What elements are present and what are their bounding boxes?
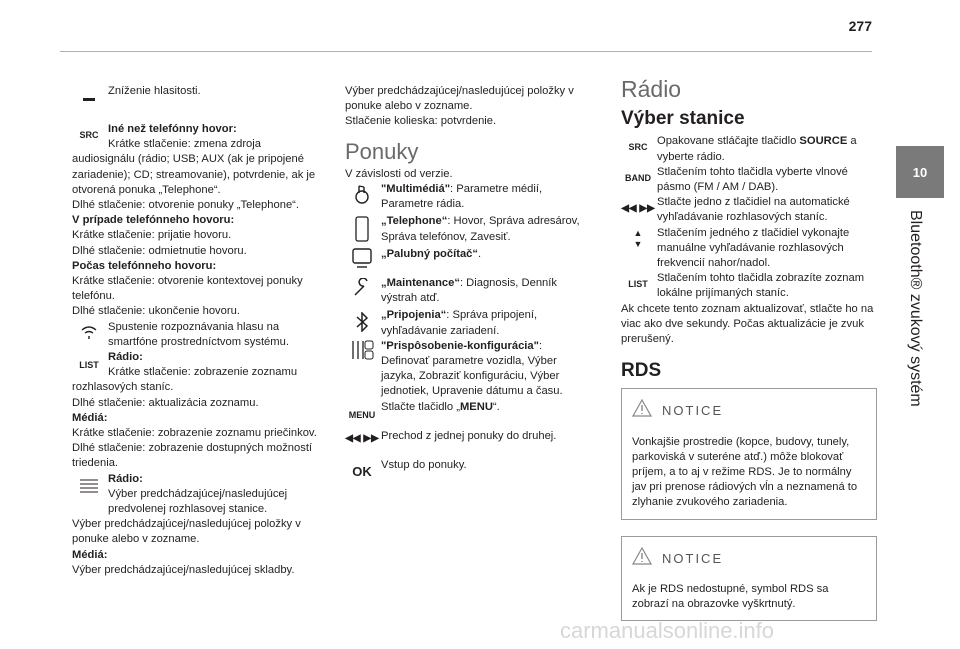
column-1: Zníženie hlasitosti. SRC Iné než telefónny hovor: Krátke stlačenie: zmena zdroja audiosignálu (rádio; USB; AUX (ak je pripojené zariadenie); CD; streamovanie), potvrdenie, ak je otvorená ponuka „Telephone“. Dlhé stlačenie: otvorenie ponuky „Telephone“. V prípade telefónneho hovoru: Krátke stlačenie: prijatie hovoru. Dlhé stlačenie: odmietnutie hovoru. Počas telefónneho hovoru: Krátke stlačenie: otvorenie kontextovej ponuky telefónu. Dlhé stlačenie: ukončenie hovoru. Spustenie rozpoznávania hlasu na smartfóne prostredníctvom systému. LIST Rádio: Krátke stlačenie: zobrazenie zoznamu rozhlasových staníc. Dlhé stlačenie: aktualizácia zoznamu. Médiá: Krátke stlačenie: zobrazenie zoznamu priečinkov. Dlhé stlačenie: zobrazenie dostupných možností triedenia. Rádio: Výber predchádzajúcej/nasledujúcej predvolenej rozhlasovej stanice. Výber predchádzajúcej/nasledujúcej položky v ponuke alebo v zozname. Médiá: Výber predchádzajúcej/nasledujúcej skladby. (72, 85, 317, 576)
radio-heading: Rádio (621, 76, 682, 102)
notice-title: NOTICE (662, 550, 724, 566)
volume-down-icon (72, 92, 106, 107)
notice-box-1: NOTICE Vonkajšie prostredie (kopce, budovy, tunely, parkoviská v suteréne atď.) môže blokovať príjem, a to aj v režime RDS. Je to normálny jav pri prenose rádiových vĺn a neznamená to zlyhanie zvukového zariadenia. (621, 388, 877, 519)
warning-icon (632, 399, 652, 422)
warning-icon (632, 547, 652, 570)
menu-button-icon: MENU (348, 409, 376, 420)
src-button-icon: SRC (628, 142, 648, 153)
chapter-title: Bluetooth® zvukový systém (907, 210, 924, 407)
voice-recognition-icon (72, 324, 106, 345)
notice-box-2: NOTICE Ak je RDS nedostupné, symbol RDS sa zobrazí na obrazovke vyškrtnutý. (621, 536, 877, 622)
menus-heading: Ponuky (345, 138, 419, 164)
multimedia-icon (345, 184, 379, 211)
list-button-icon: LIST (628, 279, 648, 290)
up-down-arrows-icon: ▲ ▼ (633, 227, 643, 249)
notice-title: NOTICE (662, 403, 724, 419)
volume-down-text: Zníženie hlasitosti. (108, 85, 201, 97)
seek-arrows-icon: ◀◀ ▶▶ (621, 203, 655, 215)
column-2: Výber predchádzajúcej/nasledujúcej položky v ponuke alebo v zozname. Stlačenie kolieska: potvrdenie. Ponuky V závislosti od verzie. "Multimédiá": Parametre médií, Parametre rádia. „Telephone“: Hovor, Správa adresárov, Správa telefónov, Zavesiť. „Palubný počítač“. „Maintenance“: Diagnosis, Denník výstrah atď. „Pripojenia“: Správa pripojení, vyhľadávanie zariadení. "Prispôsobenie-konfigurácia": Definovať parametre vozidla, Výber jazyka, Zobraziť konfiguráciu, Výber jednotiek, Upravenie dátumu a času. MENU Stlačte tlačidlo „MENU“. ◀◀ ▶▶ Prechod z jednej ponuky do druhej. OK Vstup do ponuky. (345, 84, 593, 473)
telephone-icon (345, 216, 379, 247)
chapter-number: 10 (896, 146, 944, 198)
list-icon: LIST (79, 360, 99, 371)
left-right-arrows-icon: ◀◀ ▶▶ (345, 432, 379, 444)
bluetooth-icon (345, 312, 379, 337)
watermark: carmanualsonline.info (560, 618, 775, 643)
column-3: Rádio Výber stanice SRC Opakovane stláčajte tlačidlo SOURCE a vyberte rádio. BAND Stlačením tohto tlačidla vyberte vlnové pásmo (FM / AM / DAB). ◀◀ ▶▶ Stlačte jedno z tlačidiel na automatické vyhľadávanie rozhlasových staníc. ▲ ▼ Stlačením jedného z tlačidiel vykonajte manuálne vyhľadávanie rozhlasových frekvencií nahor/nadol. LIST Stlačením tohto tlačidla zobrazíte zoznam lokálne prijímaných staníc. Ak chcete tento zoznam aktualizovať, stlačte ho na viac ako dve sekundy. Počas aktualizácie je zvuk prerušený. RDS NOTICE Vonkajšie prostredie (kopce, budovy, tunely, parkoviská v suteréne atď.) môže blokovať príjem, a to aj v režime RDS. Je to normálny jav pri prenose rádiových vĺn a neznamená to zlyhanie zvukového zariadenia. NOTICE Ak je RDS nedostupné, symbol RDS sa zobrazí na obrazovke vyškrtnutý. (621, 82, 877, 621)
maintenance-icon (345, 278, 379, 303)
page-number: 277 (848, 18, 872, 34)
trip-computer-icon (345, 247, 379, 274)
rds-heading: RDS (621, 360, 662, 382)
station-select-heading: Výber stanice (621, 108, 745, 130)
band-button-icon: BAND (625, 172, 651, 183)
header-divider (60, 51, 872, 52)
src-phone-icon: SRC (79, 130, 99, 140)
settings-icon (345, 339, 379, 366)
thumbwheel-icon (72, 476, 106, 499)
ok-button-icon: OK (352, 464, 372, 480)
chapter-tab (892, 210, 932, 510)
